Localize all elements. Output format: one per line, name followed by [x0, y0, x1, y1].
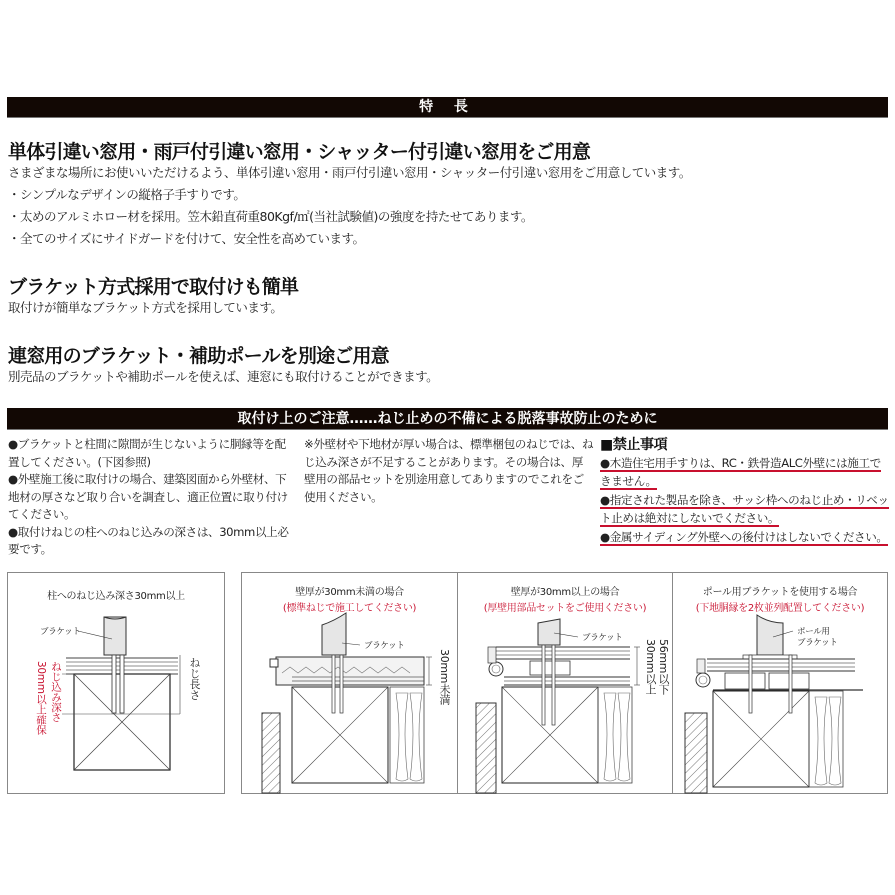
- diagram-title: 壁厚が30mm以上の場合: [510, 587, 620, 598]
- prohibited-title: ■禁止事項: [600, 437, 668, 453]
- prohibited-item: [600, 529, 890, 547]
- section-heading: 単体引違い窓用・雨戸付引違い窓用・シャッター付引違い窓用をご用意: [8, 141, 591, 163]
- label-screw-depth: ねじ込み深さ30mm以上確保: [35, 661, 62, 735]
- prohibited-item: [600, 492, 890, 527]
- caution-note: ※外壁材や下地材が厚い場合は、標準梱包のねじでは、ねじ込み深さが不足することがあります。その場合は、厚壁用の部品セットを別途用意してありますのでこれをご使用ください。: [304, 437, 594, 504]
- prohibited-item: [600, 455, 890, 490]
- diagram-screw-depth: [7, 572, 225, 794]
- label-pole-bracket-2: ブラケット: [797, 638, 838, 648]
- section-text: さまざまな場所にお使いいただけるよう、単体引違い窓用・雨戸付引違い窓用・シャッター付引違い窓用をご用意しています。: [8, 165, 691, 180]
- caution-item: ●取付けねじの柱へのねじ込みの深さは、30mm以上必要です。: [8, 524, 289, 556]
- diagram-title: 壁厚が30mm未満の場合: [295, 587, 404, 598]
- feature-section-window-types: [8, 140, 691, 248]
- label-bracket: ブラケット: [582, 633, 623, 643]
- label-bracket: ブラケット: [364, 641, 405, 651]
- prohibited-items: [600, 436, 890, 547]
- diagram-thick-wall: [458, 572, 673, 794]
- feature-section-bracket: [8, 275, 298, 317]
- diagram-title: 柱へのねじ込み深さ30mm以上: [47, 591, 185, 602]
- label-pole-bracket-1: ポール用: [797, 627, 830, 637]
- thin-wall-drawing: [242, 573, 459, 795]
- diagram-pole-bracket: [673, 572, 888, 794]
- label-bracket: ブラケット: [40, 627, 81, 637]
- label-thickness: 30mm未満: [438, 649, 451, 705]
- features-header-bar: 特 長: [7, 97, 888, 118]
- thick-wall-drawing: [458, 573, 673, 795]
- section-heading: ブラケット方式採用で取付けも簡単: [8, 276, 299, 298]
- caution-column-2: [304, 436, 594, 506]
- feature-section-connected-window: [8, 344, 438, 386]
- diagram-thin-wall: [241, 572, 458, 794]
- diagram-subtitle: (厚壁用部品セットをご使用ください): [483, 603, 647, 614]
- section-bullet: ・全てのサイズにサイドガードを付けて、安全性を高めています。: [8, 231, 365, 246]
- diagram-subtitle: (下地胴縁を2枚並列配置してください): [695, 603, 865, 614]
- caution-item: ●外壁施工後に取付けの場合、建築図面から外壁材、下地材の厚さなど取り合いを調査し、適正位置に取り付けてください。: [8, 472, 288, 521]
- caution-header-bar: 取付け上のご注意……ねじ止めの不備による脱落事故防止のために: [7, 408, 888, 430]
- prohibited-item-text: ●指定された製品を除き、サッシ枠へのねじ止め・リベット止めは絶対にしないでください。: [600, 493, 889, 525]
- section-bullet: ・太めのアルミホロー材を採用。笠木鉛直荷重80Kgf/㎡(当社試験値)の強度を持たせてあります。: [8, 209, 533, 224]
- label-thickness-min: 30mm以上: [644, 639, 657, 695]
- diagram-subtitle: (標準ねじで施工してください): [282, 603, 417, 614]
- prohibited-item-text: ●金属サイディング外壁への後付けはしないでください。: [600, 530, 888, 544]
- section-text: 取付けが簡単なブラケット方式を採用しています。: [8, 300, 283, 315]
- label-thickness-max: 56mm以下: [657, 639, 670, 695]
- section-bullet: ・シンプルなデザインの縦格子手すりです。: [8, 187, 246, 202]
- prohibited-item-text: ●木造住宅用手すりは、RC・鉄骨造ALC外壁には施工できません。: [600, 456, 881, 488]
- caution-column-1: [8, 436, 296, 559]
- pole-bracket-drawing: [673, 573, 888, 795]
- diagram-title: ポール用ブラケットを使用する場合: [702, 587, 858, 598]
- label-screw-length: ねじ長さ: [188, 657, 201, 700]
- caution-item: ●ブラケットと柱間に隙間が生じないように胴縁等を配置してください。(下図参照): [8, 437, 286, 469]
- section-heading: 連窓用のブラケット・補助ポールを別途ご用意: [8, 345, 389, 367]
- section-text: 別売品のブラケットや補助ポールを使えば、連窓にも取付けることができます。: [8, 369, 439, 384]
